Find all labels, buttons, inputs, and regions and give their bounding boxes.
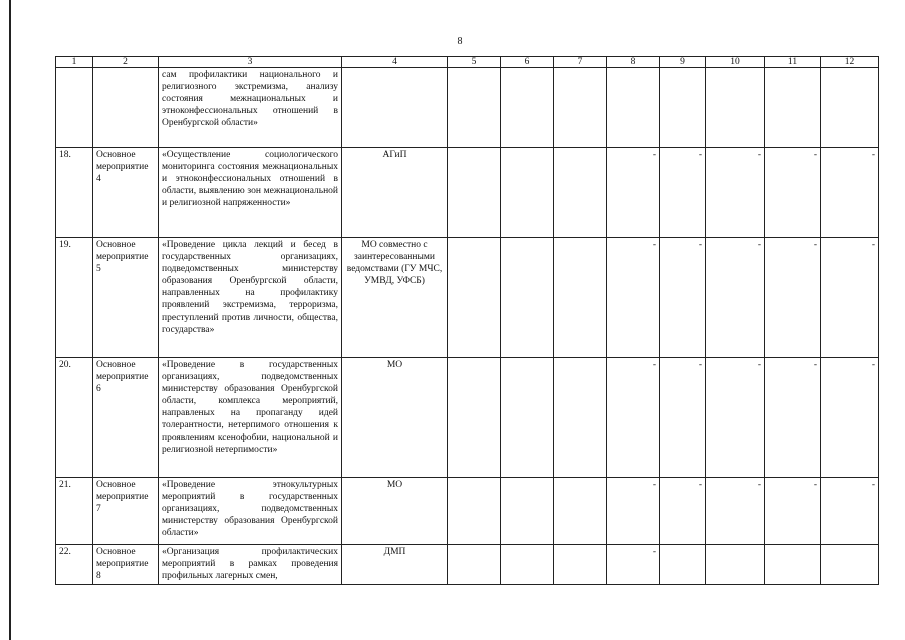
column-header-4: 4 — [342, 57, 448, 68]
column-header-7: 7 — [554, 57, 607, 68]
column-header-3: 3 — [159, 57, 342, 68]
value-cell — [821, 545, 879, 585]
event-name-cell: Основное мероприятие 8 — [93, 545, 159, 585]
column-header-5: 5 — [448, 57, 501, 68]
value-cell: - — [821, 358, 879, 478]
column-header-9: 9 — [660, 57, 706, 68]
column-header-8: 8 — [607, 57, 660, 68]
column-header-12: 12 — [821, 57, 879, 68]
table-row — [56, 238, 879, 358]
value-cell — [554, 478, 607, 545]
value-cell — [501, 68, 554, 148]
value-cell — [448, 358, 501, 478]
value-cell — [554, 238, 607, 358]
event-description-cell: «Проведение этнокультурных мероприятий в государственных организациях, подведомственных министерству образования Оренбургской области» — [159, 478, 342, 545]
value-cell: - — [765, 358, 821, 478]
column-header-10: 10 — [706, 57, 765, 68]
value-cell — [448, 148, 501, 238]
value-cell: - — [607, 358, 660, 478]
executor-cell: МО — [342, 358, 448, 478]
value-cell: - — [607, 478, 660, 545]
event-description-cell: «Проведение цикла лекций и бесед в государственных организациях, подведомственных министерству образования Оренбургской области, направленных на профилактику проявлений экстремизма, терроризма, преступлений против личности, общества, государства» — [159, 238, 342, 358]
executor-cell: МО совместно с заинтересованными ведомствами (ГУ МЧС, УМВД, УФСБ) — [342, 238, 448, 358]
value-cell — [554, 148, 607, 238]
value-cell — [501, 238, 554, 358]
value-cell: - — [821, 238, 879, 358]
value-cell: - — [607, 148, 660, 238]
value-cell — [501, 148, 554, 238]
table-row — [56, 148, 879, 238]
table-row — [56, 68, 879, 148]
value-cell: - — [660, 148, 706, 238]
event-name-cell — [93, 68, 159, 148]
value-cell: - — [821, 478, 879, 545]
value-cell: - — [706, 478, 765, 545]
table-header — [56, 57, 879, 68]
value-cell: - — [660, 478, 706, 545]
column-header-6: 6 — [501, 57, 554, 68]
value-cell: - — [765, 478, 821, 545]
value-cell: - — [607, 545, 660, 585]
value-cell — [554, 68, 607, 148]
value-cell — [765, 68, 821, 148]
value-cell: - — [660, 358, 706, 478]
event-name-cell: Основное мероприятие 4 — [93, 148, 159, 238]
executor-cell — [342, 68, 448, 148]
value-cell: - — [821, 148, 879, 238]
value-cell — [448, 68, 501, 148]
event-description-cell: сам профилактики национального и религиозного экстремизма, анализу состояния межнациональных и этноконфессиональных отношений в Оренбургской области» — [159, 68, 342, 148]
value-cell — [660, 545, 706, 585]
value-cell — [501, 358, 554, 478]
value-cell — [821, 68, 879, 148]
table-row — [56, 478, 879, 545]
column-header-2: 2 — [93, 57, 159, 68]
executor-cell: АГиП — [342, 148, 448, 238]
executor-cell: МО — [342, 478, 448, 545]
row-number-cell: 18. — [56, 148, 93, 238]
value-cell — [501, 545, 554, 585]
value-cell — [554, 545, 607, 585]
event-name-cell: Основное мероприятие 5 — [93, 238, 159, 358]
event-name-cell: Основное мероприятие 7 — [93, 478, 159, 545]
page-number: 8 — [457, 36, 463, 47]
table-row — [56, 545, 879, 585]
event-description-cell: «Осуществление социологического мониторинга состояния межнациональных и этноконфессиональных отношений в области, выявлению зон межнациональной и религиозной напряженности» — [159, 148, 342, 238]
event-description-cell: «Организация профилактических мероприятий в рамках проведения профильных лагерных смен, — [159, 545, 342, 585]
value-cell: - — [706, 238, 765, 358]
column-header-1: 1 — [56, 57, 93, 68]
executor-cell: ДМП — [342, 545, 448, 585]
event-name-cell: Основное мероприятие 6 — [93, 358, 159, 478]
value-cell — [607, 68, 660, 148]
value-cell: - — [765, 238, 821, 358]
value-cell — [448, 478, 501, 545]
table-body — [56, 68, 879, 585]
program-table — [55, 56, 879, 585]
value-cell: - — [706, 148, 765, 238]
table-row — [56, 358, 879, 478]
row-number-cell: 22. — [56, 545, 93, 585]
row-number-cell: 21. — [56, 478, 93, 545]
value-cell — [706, 545, 765, 585]
value-cell — [660, 68, 706, 148]
value-cell: - — [607, 238, 660, 358]
value-cell — [448, 545, 501, 585]
row-number-cell: 20. — [56, 358, 93, 478]
value-cell — [501, 478, 554, 545]
value-cell: - — [765, 148, 821, 238]
left-margin-rule — [9, 0, 11, 640]
value-cell — [448, 238, 501, 358]
value-cell — [706, 68, 765, 148]
column-header-11: 11 — [765, 57, 821, 68]
column-number-row — [56, 57, 879, 68]
row-number-cell — [56, 68, 93, 148]
row-number-cell: 19. — [56, 238, 93, 358]
value-cell: - — [706, 358, 765, 478]
value-cell — [765, 545, 821, 585]
event-description-cell: «Проведение в государственных организациях, подведомственных министерству образования Оренбургской области, комплекса мероприятий, направленых на пропаганду идей толерантности, нетерпимого отношения к проявлениям ксенофобии, национальной и религиозной нетерпимости» — [159, 358, 342, 478]
value-cell — [554, 358, 607, 478]
value-cell: - — [660, 238, 706, 358]
